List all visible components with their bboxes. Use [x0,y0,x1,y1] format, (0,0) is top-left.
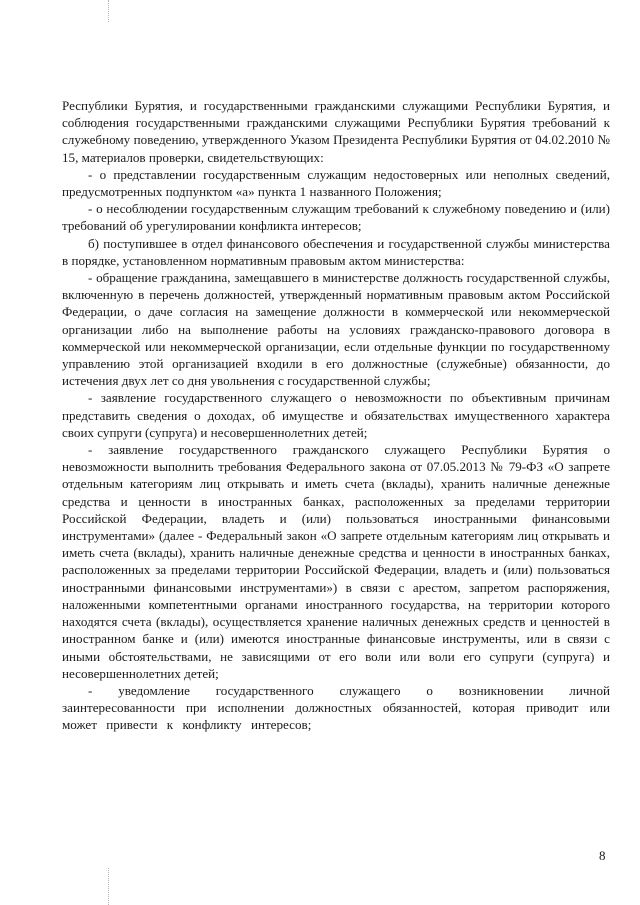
paragraph-item-noncompliance: - о несоблюдении государственным служащим требований к служебному поведению и (или) требований об урегулировании конфликта интересов; [62,201,610,234]
paragraph-item-foreign-accounts: - заявление государственного гражданского служащего Республики Бурятия о невозможности выполнить требования Федерального закона от 07.05.2013 № 79-ФЗ «О запрете отдельным категориям лиц открывать и иметь счета (вклады), хранить наличные денежные средства и ценности в иностранных банках, расположенных за пределами территории Российской Федерации, владеть и (или) пользоваться иностранными финансовыми инструментами» (далее - Федеральный закон «О запрете отдельным категориям лиц открывать и иметь счета (вклады), хранить наличные денежные средства и ценности в иностранных банках, расположенных за пределами территории Российской Федерации, владеть и (или) пользоваться иностранными финансовыми инструментами») в связи с арестом, запретом распоряжения, наложенными компетентными органами иностранного государства, на территории которого находятся счета (вклады), осуществляется хранение наличных денежных средств и ценностей в иностранном банке и (или) имеются иностранные финансовые инструменты, или в связи с иными обстоятельствами, не зависящими от его воли или воли его супруги (супруга) и несовершеннолетних детей; [62,442,610,681]
paragraph-intro: Республики Бурятия, и государственными гражданскими служащими Республики Бурятия, и соблюдения государственными гражданскими служащими Республики Бурятия требований к служебному поведению, утвержденного Указом Президента Республики Бурятия от 04.02.2010 № 15, материалов проверки, свидетельствующих: [62,98,610,165]
paragraph-item-income-statement: - заявление государственного служащего о невозможности по объективным причинам представить сведения о доходах, об имуществе и обязательствах имущественного характера своих супруги (супруга) и несовершеннолетних детей; [62,390,610,440]
page-number: 8 [599,848,606,863]
paragraph-item-conflict-notice: - уведомление государственного служащего о возникновении личной заинтересованности при исполнении должностных обязанностей, которая приводит или может привести к конфликту интересов; [62,682,610,733]
scan-margin-mark-top [108,0,109,22]
document-body [62,97,610,734]
paragraph-item-citizen-appeal: - обращение гражданина, замещавшего в министерстве должность государственной службы, включенную в перечень должностей, утвержденный нормативным правовым актом Российской Федерации, о даче согласия на замещение должности в коммерческой или некоммерческой организации либо на выполнение работы на условиях гражданско-правового договора в коммерческой или некоммерческой организации, если отдельные функции по государственному управлению этой организацией входили в его должностные (служебные) обязанности, до истечения двух лет со дня увольнения с государственной службы; [62,270,610,389]
paragraph-item-false-info: - о представлении государственным служащим недостоверных или неполных сведений, предусмотренных подпунктом «а» пункта 1 названного Положения; [62,166,610,200]
scan-margin-mark-bottom [108,868,109,905]
paragraph-subpoint-b: б) поступившее в отдел финансового обеспечения и государственной службы министерства в порядке, установленном нормативным правовым актом министерства: [62,235,610,268]
